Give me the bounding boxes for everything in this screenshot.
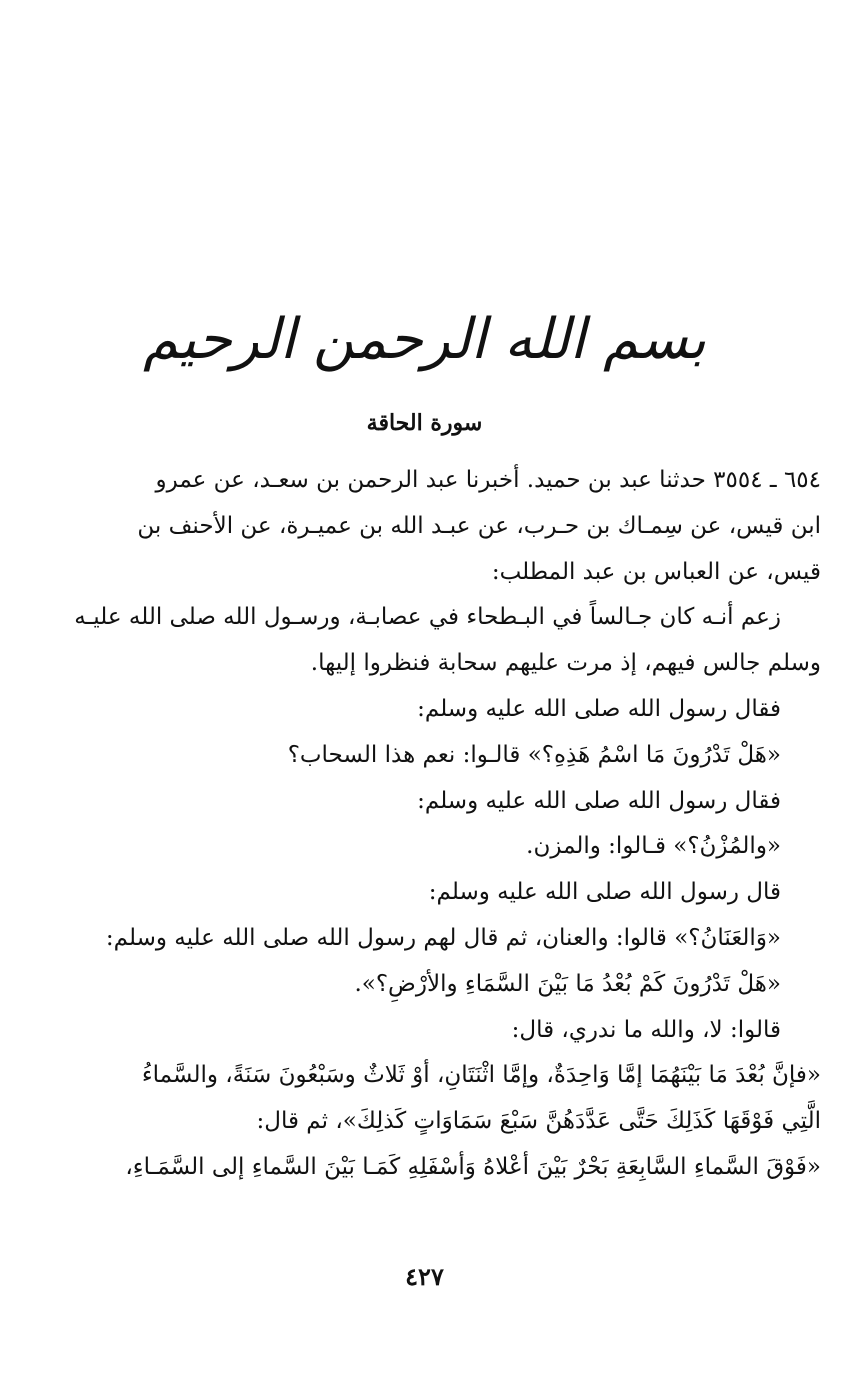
text-line: «والمُزْنُ؟» قـالوا: والمزن. (526, 833, 781, 860)
text-line: فقال رسول الله صلى الله عليه وسلم: (417, 695, 781, 722)
text-line: «هَلْ تَدْرُونَ مَا اسْمُ هَذِهِ؟» قالـوا: نعم هذا السحاب؟ (287, 741, 781, 768)
page-number: ٤٢٧ (405, 1262, 444, 1291)
text-line: ابن قيس، عن سِمـاك بن حـرب، عن عبـد الله بن عميـرة، عن الأحنف بن (137, 512, 821, 539)
text-line: الَّتِي فَوْقَهَا كَذَلِكَ حَتَّى عَدَّدَهُنَّ سَبْعَ سَمَاوَاتٍ كَذلِكَ»، ثم قال: (256, 1108, 821, 1135)
basmala-calligraphy: بسم الله الرحمن الرحيم (143, 307, 706, 372)
text-line: «وَالعَنَانُ؟» قالوا: والعنان، ثم قال لهم رسول الله صلى الله عليه وسلم: (105, 924, 781, 951)
text-line: قيس، عن العباس بن عبد المطلب: (491, 558, 821, 585)
text-line: «فإنَّ بُعْدَ مَا بَيْنَهُمَا إمَّا وَاحِدَةٌ، وإمَّا اثْنَتَانِ، أوْ ثَلاثٌ وسَبْعُونَ سَنَةً، والسَّماءُ (141, 1062, 821, 1089)
text-line: قالوا: لا، والله ما ندري، قال: (511, 1016, 781, 1043)
text-line: فقال رسول الله صلى الله عليه وسلم: (417, 787, 781, 814)
text-line: «هَلْ تَدْرُونَ كَمْ بُعْدُ مَا بَيْنَ السَّمَاءِ والأرْضِ؟». (354, 970, 781, 997)
surah-title: سورة الحاقة (366, 410, 483, 436)
text-line: زعم أنـه كان جـالساً في البـطحاء في عصابـة، ورسـول الله صلى الله عليـه (74, 604, 781, 631)
hadith-text (74, 458, 821, 1191)
text-line: وسلم جالس فيهم، إذ مرت عليهم سحابة فنظروا إليها. (310, 650, 821, 677)
text-line: ٦٥٤ ـ ٣٥٥٤ حدثنا عبد بن حميد. أخبرنا عبد الرحمن بن سعـد، عن عمرو (155, 467, 821, 493)
text-line: قال رسول الله صلى الله عليه وسلم: (428, 879, 781, 906)
text-line: «فَوْقَ السَّماءِ السَّابِعَةِ بَحْرٌ بَيْنَ أعْلاهُ وَأسْفَلِهِ كَمَـا بَيْنَ السَّماءِ إلى السَّمَـاءِ، (125, 1153, 821, 1180)
